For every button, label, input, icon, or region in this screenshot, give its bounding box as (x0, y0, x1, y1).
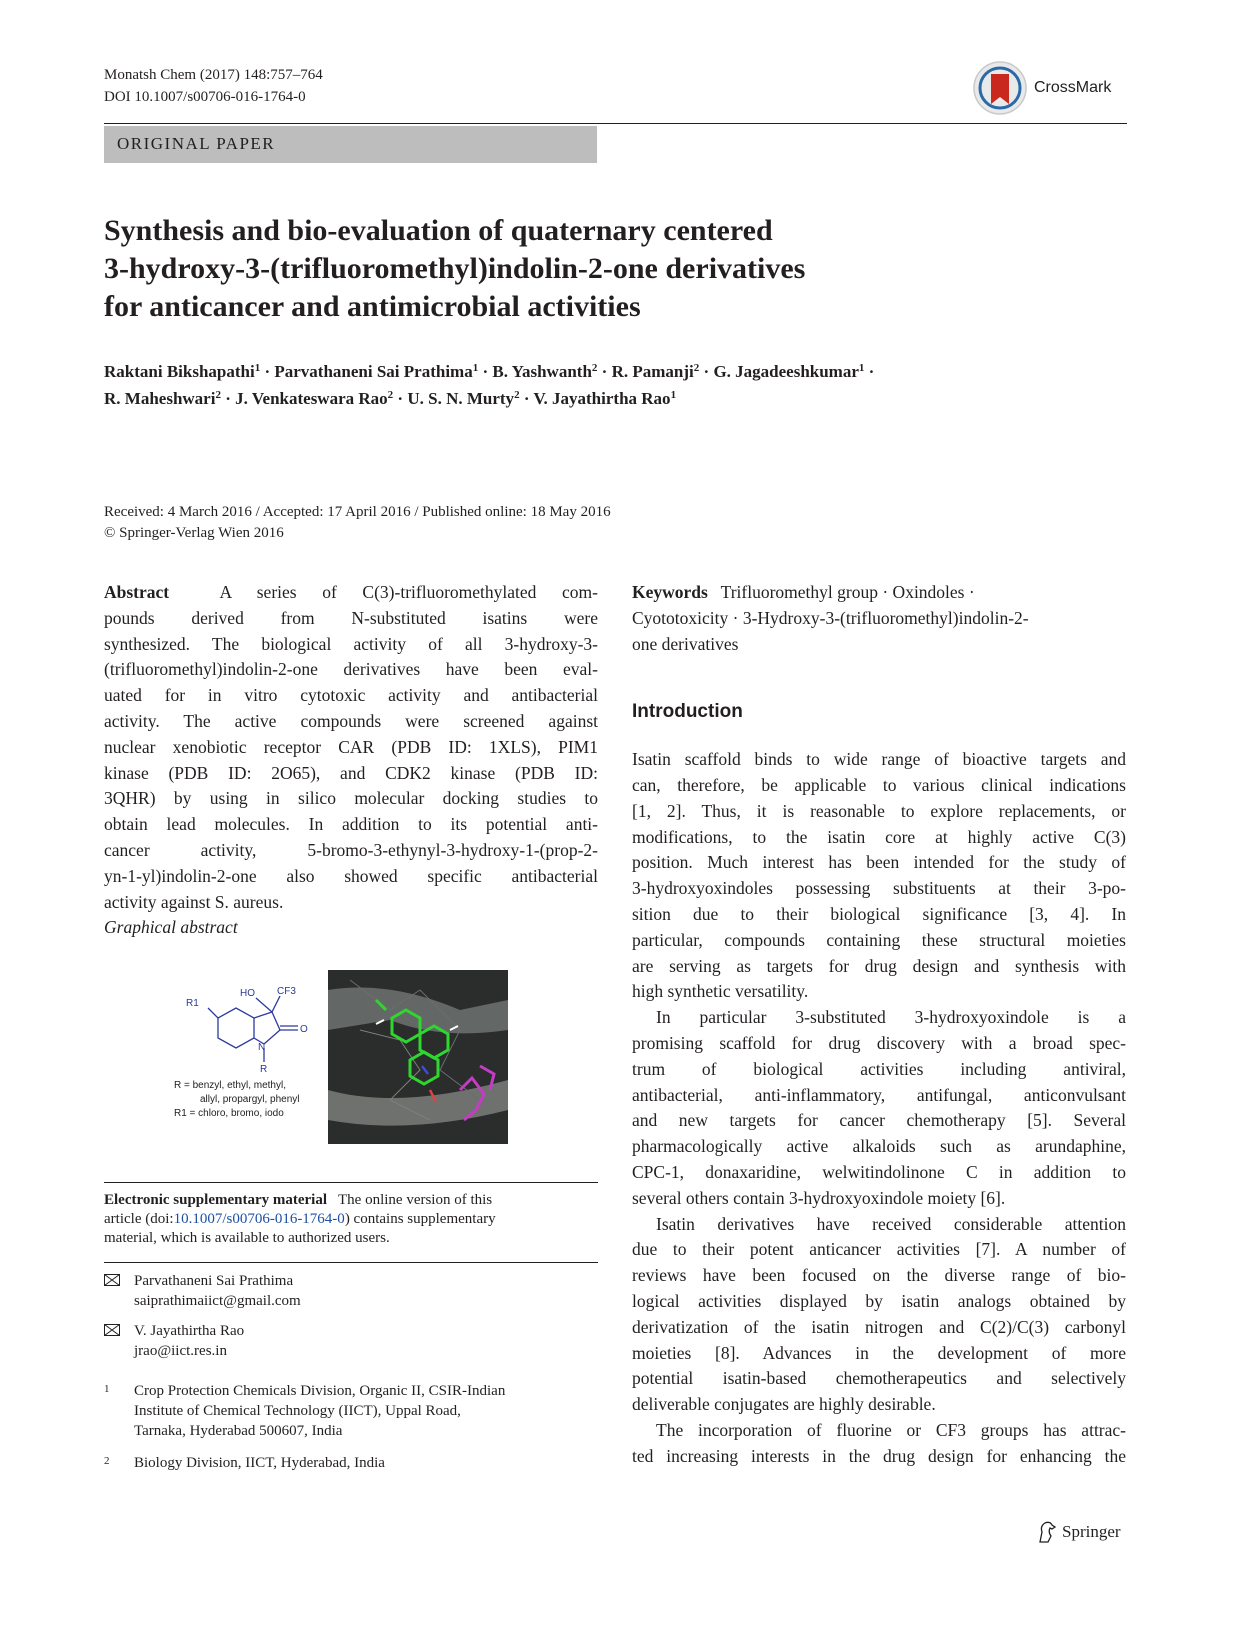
introduction-heading: Introduction (632, 701, 743, 723)
abstract-line: cancer activity, 5-bromo-3-ethynyl-3-hydroxy-1-(prop-2- (104, 839, 598, 860)
paragraph-line: antibacterial, anti-inflammatory, antifungal, anticonvulsant (632, 1084, 1126, 1105)
journal-citation: Monatsh Chem (2017) 148:757–764 (104, 67, 323, 83)
contact-entry (104, 1321, 598, 1361)
paragraph-line: particular, compounds containing these structural moieties (632, 929, 1126, 950)
affiliation-number: 1 (104, 1383, 110, 1395)
paragraph-line: The incorporation of fluorine or CF3 groups has attrac- (656, 1419, 1126, 1440)
keywords-line: Keywords Trifluoromethyl group · Oxindoles · (632, 582, 975, 602)
author-affiliation: 2 (215, 389, 221, 401)
author-affiliation: 1 (858, 362, 865, 374)
supplementary-material-note: Electronic supplementary material The online version of this article (doi:10.1007/s00706-016-1764-0) contains supplementary material, which is available to authorized users. (104, 1182, 598, 1248)
paragraph-line: potential isatin-based chemotherapeutics and selectively (632, 1368, 1126, 1389)
abstract-line: (trifluoromethyl)indolin-2-one derivatives have been eval- (104, 659, 598, 680)
author-name: R. Pamanji (611, 362, 694, 381)
author-affiliation: 2 (693, 362, 700, 374)
paragraph-line: Isatin derivatives have received considerable attention (656, 1213, 1126, 1234)
contact-name: V. Jayathirtha Rao (134, 1323, 245, 1339)
paragraph-line: modifications, to the isatin core at highly active C(3) (632, 826, 1126, 847)
r1-label: R1 (186, 998, 199, 1009)
keywords (632, 580, 1126, 657)
paragraph-line: sition due to their biological significance [3, 4]. In (632, 903, 1126, 924)
author-name: G. Jagadeeshkumar (713, 362, 859, 381)
affiliation-line: Institute of Chemical Technology (IICT), Uppal Road, (134, 1403, 461, 1419)
copyright: © Springer-Verlag Wien 2016 (104, 525, 284, 541)
publisher-logo (1036, 1520, 1136, 1546)
header-rule (104, 123, 1127, 124)
author-name: J. Venkateswara Rao (235, 389, 388, 408)
contact-entry (104, 1271, 598, 1311)
esm-label: Electronic supplementary material (104, 1192, 328, 1208)
o-label: O (300, 1024, 308, 1035)
paragraph-line: ted increasing interests in the drug design for enhancing the (632, 1445, 1126, 1466)
publication-dates (104, 502, 611, 544)
article-type-label: ORIGINAL PAPER (117, 134, 276, 153)
title-line: for anticancer and antimicrobial activities (104, 290, 641, 323)
affiliation-line: Tarnaka, Hyderabad 500607, India (134, 1423, 343, 1439)
publisher-name: Springer (1062, 1522, 1121, 1541)
abstract-line: pounds derived from N-substituted isatins were (104, 607, 598, 628)
abstract-line: yn-1-yl)indolin-2-one also showed specific antibacterial (104, 865, 598, 886)
docking-image (328, 970, 508, 1144)
abstract (104, 580, 598, 941)
article-type-badge (104, 126, 597, 163)
paragraph-line: several others contain 3-hydroxyoxindole moiety [6]. (632, 1187, 1006, 1208)
author-affiliation: 2 (591, 362, 598, 374)
author-affiliation: 2 (514, 389, 520, 401)
paragraph-line: trum of biological activities including antiviral, (632, 1058, 1126, 1079)
author-affiliation: 2 (387, 389, 394, 401)
paragraph-line: reviews have been focused on the diverse range of bio- (632, 1265, 1126, 1286)
paragraph-line: due to their potent anticancer activities [7]. A number of (632, 1239, 1126, 1260)
affiliation-entry (104, 1453, 598, 1473)
graphical-abstract (160, 970, 525, 1150)
abstract-line: activity against S. aureus. (104, 891, 284, 912)
received-dates: Received: 4 March 2016 / Accepted: 17 April 2016 / Published online: 18 May 2016 (104, 504, 611, 520)
author-affiliation: 1 (472, 362, 479, 374)
keywords-label: Keywords (632, 582, 708, 602)
paragraph-line: promising scaffold for drug discovery with a broad spec- (632, 1032, 1126, 1053)
author-name: Raktani Bikshapathi (104, 362, 255, 381)
paragraph-line: derivatization of the isatin nitrogen and C(2)/C(3) carbonyl (632, 1316, 1126, 1337)
paragraph-line: high synthetic versatility. (632, 981, 809, 1002)
abstract-label: Abstract (104, 582, 170, 602)
n-label: N (258, 1042, 266, 1053)
ho-label: HO (240, 988, 255, 999)
abstract-line: activity. The active compounds were screened against (104, 710, 598, 731)
abstract-line: uated for in vitro cytotoxic activity and antibacterial (104, 685, 598, 706)
abstract-line: synthesized. The biological activity of all 3-hydroxy-3- (104, 633, 598, 654)
abstract-line: nuclear xenobiotic receptor CAR (PDB ID: 1XLS), PIM1 (104, 736, 598, 757)
springer-horse-icon (1036, 1520, 1058, 1544)
paper-title (104, 212, 1004, 326)
crossmark-label: CrossMark (1034, 79, 1112, 96)
paragraph-line: moieties [8]. Advances in the development of more (632, 1342, 1126, 1363)
legend-line: R = benzyl, ethyl, methyl, (174, 1080, 286, 1091)
affiliation-line: Crop Protection Chemicals Division, Organic II, CSIR-Indian (134, 1383, 506, 1399)
author-name: U. S. N. Murty (407, 389, 515, 408)
keywords-line: one derivatives (632, 633, 739, 654)
paragraph-line: In particular 3-substituted 3-hydroxyoxindole is a (656, 1007, 1126, 1028)
paragraph-line: Isatin scaffold binds to wide range of bioactive targets and (632, 749, 1126, 770)
legend-line: allyl, propargyl, phenyl (200, 1094, 300, 1105)
contact-name: Parvathaneni Sai Prathima (134, 1273, 294, 1289)
crossmark-badge[interactable] (972, 60, 1126, 120)
crossmark-icon (972, 60, 1028, 116)
affiliation-entry (104, 1381, 598, 1441)
paragraph-line: 3-hydroxyoxindoles possessing substituents at their 3-po- (632, 878, 1126, 899)
affiliation-line: Biology Division, IICT, Hyderabad, India (134, 1455, 385, 1471)
author-name: Parvathaneni Sai Prathima (274, 362, 473, 381)
corresponding-authors (104, 1262, 598, 1485)
keywords-line: Cyototoxicity · 3-Hydroxy-3-(trifluoromethyl)indolin-2- (632, 607, 1029, 628)
affiliation-number: 2 (104, 1455, 110, 1467)
journal-header (104, 64, 323, 108)
author-line: Raktani Bikshapathi$^1$ · Parvathaneni Sai Prathima$^1$ · B. Yashwanth$^2$ · R. Pamanji$^2$ · G. Jagadeeshkumar$^1$ · (104, 362, 875, 381)
paragraph-line: [1, 2]. Thus, it is reasonable to explore replacements, or (632, 800, 1126, 821)
author-name: B. Yashwanth (492, 362, 592, 381)
intro-paragraph-4 (632, 1418, 1126, 1470)
contact-email[interactable]: jrao@iict.res.in (134, 1343, 227, 1359)
author-name: V. Jayathirtha Rao (533, 389, 671, 408)
author-name: R. Maheshwari (104, 389, 216, 408)
abstract-line: kinase (PDB ID: 2O65), and CDK2 kinase (PDB ID: (104, 762, 598, 783)
r-label: R (260, 1064, 268, 1075)
envelope-icon (104, 1324, 120, 1336)
esm-doi-link[interactable]: 10.1007/s00706-016-1764-0 (173, 1211, 345, 1227)
paragraph-line: pharmacologically active alkaloids such as arundaphine, (632, 1136, 1126, 1157)
intro-paragraph-2 (632, 1005, 1126, 1211)
author-list (104, 358, 1134, 412)
paragraph-line: CPC-1, donaxaridine, welwitindolinone C in addition to (632, 1161, 1126, 1182)
author-line: R. Maheshwari$^2$ · J. Venkateswara Rao$^2$ · U. S. N. Murty$^2$ · V. Jayathirtha Rao$^1$ (104, 389, 677, 408)
title-line: 3-hydroxy-3-(trifluoromethyl)indolin-2-one derivatives (104, 252, 806, 285)
abstract-line: obtain lead molecules. In addition to its potential anti- (104, 814, 598, 835)
cf3-label: CF3 (277, 986, 296, 997)
intro-paragraph-1 (632, 747, 1126, 1005)
envelope-icon (104, 1274, 120, 1286)
paragraph-line: and new targets for cancer chemotherapy [5]. Several (632, 1110, 1126, 1131)
paragraph-line: deliverable conjugates are highly desirable. (632, 1394, 936, 1415)
graphical-abstract-figure (160, 970, 525, 1150)
paragraph-line: can, therefore, be applicable to various clinical indications (632, 774, 1126, 795)
chemical-structure (208, 996, 298, 1062)
graphical-abstract-label: Graphical abstract (104, 917, 238, 938)
author-affiliation: 1 (254, 362, 261, 374)
intro-paragraph-3 (632, 1212, 1126, 1418)
abstract-line: 3QHR) by using in silico molecular docking studies to (104, 788, 598, 809)
right-column (632, 580, 1126, 1470)
title-line: Synthesis and bio-evaluation of quaternary centered (104, 214, 773, 247)
paragraph-line: logical activities displayed by isatin analogs obtained by (632, 1290, 1126, 1311)
contact-email[interactable]: saiprathimaiict@gmail.com (134, 1293, 301, 1309)
journal-doi: DOI 10.1007/s00706-016-1764-0 (104, 89, 306, 105)
paragraph-line: are serving as targets for drug design and synthesis with (632, 955, 1126, 976)
legend-line: R1 = chloro, bromo, iodo (174, 1108, 284, 1119)
paragraph-line: position. Much interest has been intended for the study of (632, 852, 1126, 873)
abstract-line: Abstract A series of C(3)-trifluoromethylated com- (104, 582, 598, 602)
author-affiliation: 1 (670, 389, 677, 401)
